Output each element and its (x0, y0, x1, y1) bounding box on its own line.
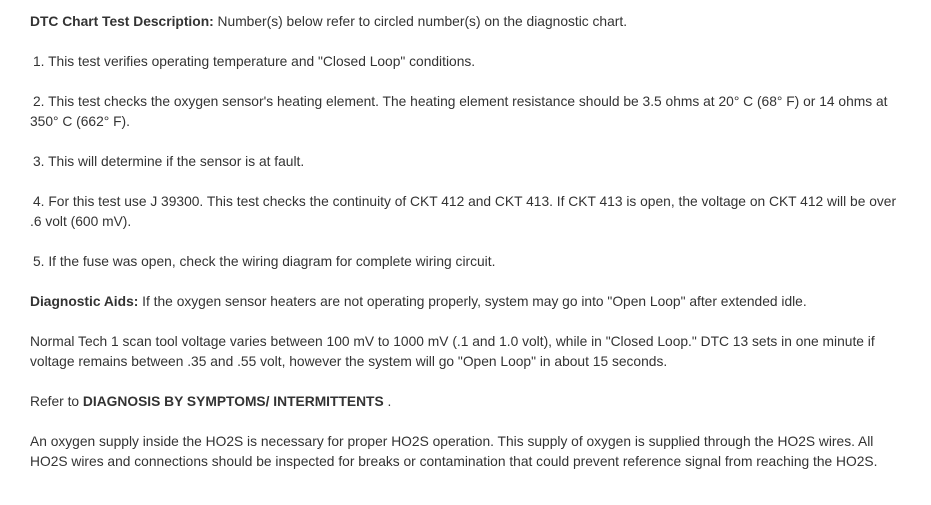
step-5: 5. If the fuse was open, check the wiring diagram for complete wiring circuit. (33, 254, 496, 269)
refer-link-diagnosis-by-symptoms[interactable]: DIAGNOSIS BY SYMPTOMS/ INTERMITTENTS (82, 394, 384, 409)
refer-suffix: . (383, 394, 392, 409)
test-description-text: Number(s) below refer to circled number(s) on the diagnostic chart. (213, 14, 628, 29)
test-description-heading: DTC Chart Test Description: (30, 14, 214, 29)
diagnostic-aids-text: If the oxygen sensor heaters are not operating properly, system may go into "Open Loop" after extended idle. (138, 294, 807, 309)
step-4: 4. For this test use J 39300. This test checks the continuity of CKT 412 and CKT 413. If CKT 413 is open, the voltage on CKT 412 will be over .6 volt (600 mV). (30, 194, 897, 229)
normal-voltage-paragraph: Normal Tech 1 scan tool voltage varies between 100 mV to 1000 mV (.1 and 1.0 volt), while in "Closed Loop." DTC 13 sets in one minute if voltage remains between .35 and .55 volt, however the system will go "Open Loop" in about 15 seconds. (30, 334, 875, 369)
step-3: 3. This will determine if the sensor is at fault. (33, 154, 305, 169)
refer-prefix: Refer to (30, 394, 83, 409)
oxygen-supply-paragraph: An oxygen supply inside the HO2S is necessary for proper HO2S operation. This supply of oxygen is supplied through the HO2S wires. All HO2S wires and connections should be inspected for breaks or contamination that could prevent reference signal from reaching the HO2S. (30, 434, 878, 469)
document-body (30, 12, 900, 472)
step-1: 1. This test verifies operating temperature and "Closed Loop" conditions. (33, 54, 476, 69)
diagnostic-aids-paragraph (30, 292, 900, 312)
refer-paragraph (30, 392, 900, 412)
test-description-paragraph (30, 12, 900, 32)
diagnostic-aids-heading: Diagnostic Aids: (30, 294, 139, 309)
step-2: 2. This test checks the oxygen sensor's heating element. The heating element resistance should be 3.5 ohms at 20° C (68° F) or 14 ohms at 350° C (662° F). (30, 94, 888, 129)
